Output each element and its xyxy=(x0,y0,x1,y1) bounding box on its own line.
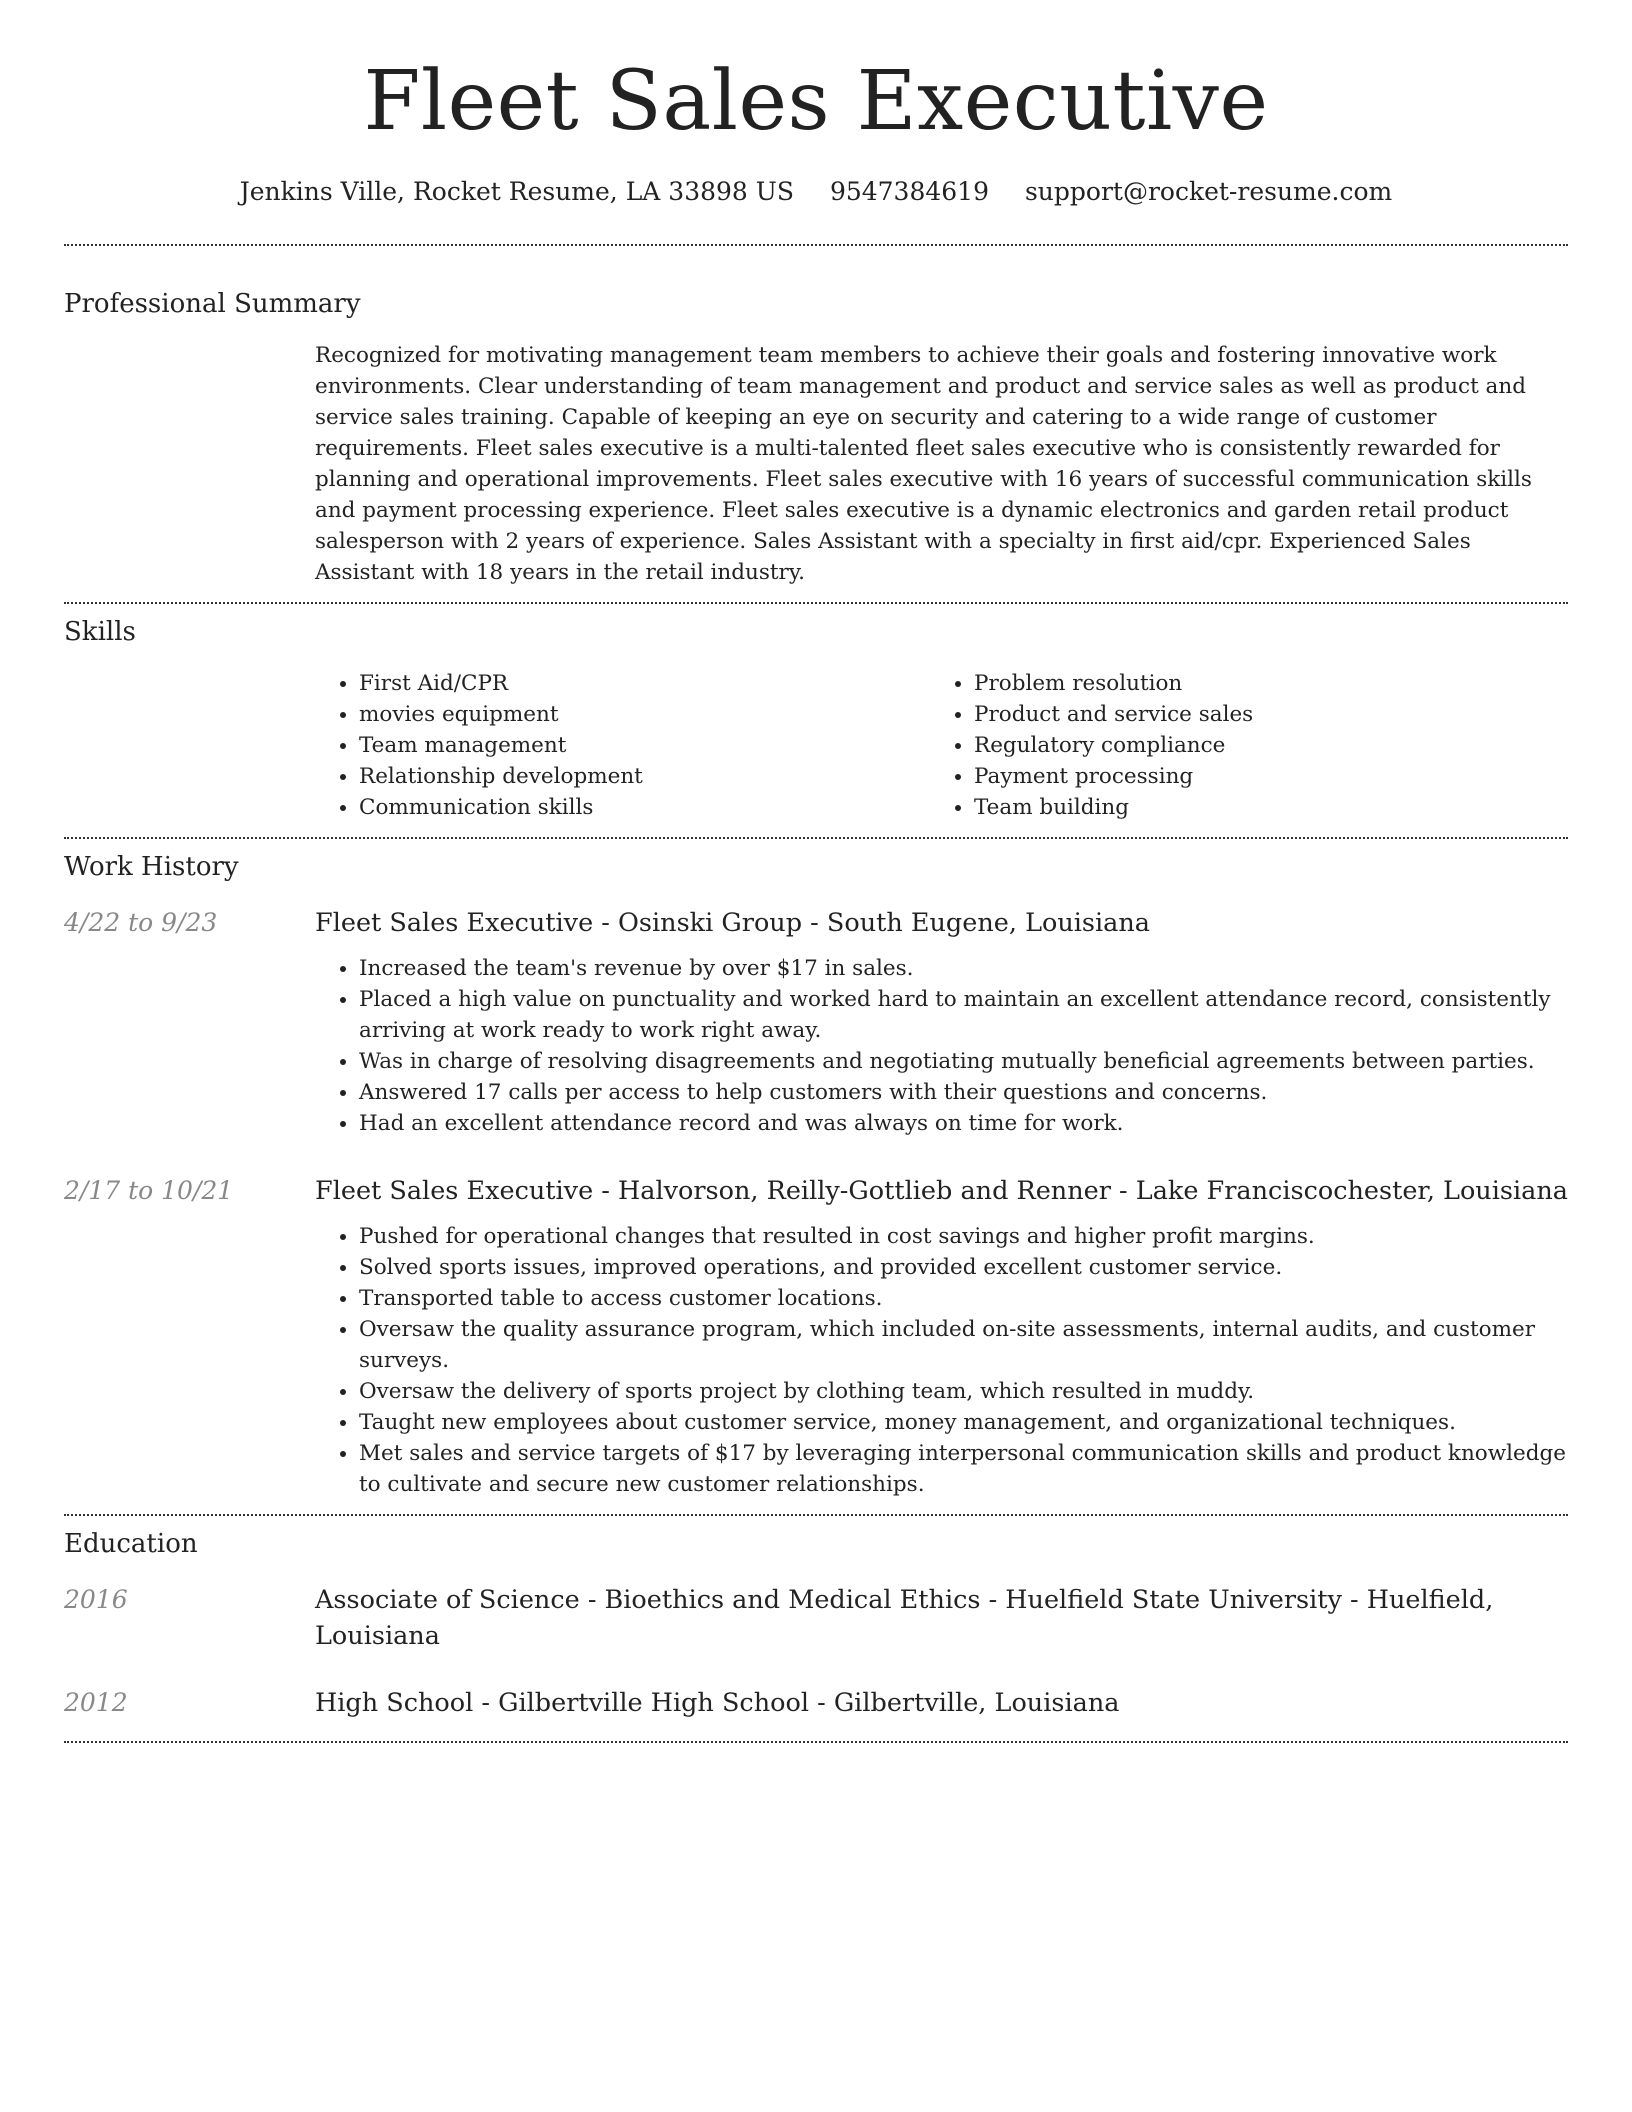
education-entry xyxy=(64,1685,1568,1721)
job-bullet: • Answered 17 calls per access to help customers with their questions and concerns. xyxy=(359,1077,1568,1108)
skills-list xyxy=(315,668,1568,823)
resume-title: Fleet Sales Executive xyxy=(363,54,1269,149)
job-bullet: • Oversaw the quality assurance program, which included on-site assessments, internal audits, and customer surveys. xyxy=(359,1314,1568,1376)
job-bullet: • Increased the team's revenue by over $17 in sales. xyxy=(359,953,1568,984)
education-year: 2016 xyxy=(64,1585,128,1614)
education-year: 2012 xyxy=(64,1688,128,1717)
education-heading: Education xyxy=(64,1529,198,1559)
job-bullets xyxy=(315,953,1568,1139)
skill-item: • Team management xyxy=(359,730,930,761)
skill-item: • Payment processing xyxy=(974,761,1545,792)
divider xyxy=(64,1514,1568,1516)
job-title: Fleet Sales Executive - Halvorson, Reilly-Gottlieb and Renner - Lake Franciscochester, Louisiana xyxy=(315,1176,1568,1206)
divider xyxy=(64,244,1568,246)
job-bullet: • Was in charge of resolving disagreements and negotiating mutually beneficial agreements between parties. xyxy=(359,1046,1568,1077)
job-bullet: • Oversaw the delivery of sports project by clothing team, which resulted in muddy. xyxy=(359,1376,1568,1407)
work-heading: Work History xyxy=(64,852,239,882)
job-title: Fleet Sales Executive - Osinski Group - South Eugene, Louisiana xyxy=(315,908,1151,938)
skill-item: • Problem resolution xyxy=(974,668,1545,699)
job-dates: 4/22 to 9/23 xyxy=(64,908,218,937)
job-bullet: • Met sales and service targets of $17 by leveraging interpersonal communication skills and product knowledge to cultivate and secure new customer relationships. xyxy=(359,1438,1568,1500)
contact-address: Jenkins Ville, Rocket Resume, LA 33898 US xyxy=(239,177,794,206)
job-bullets xyxy=(315,1221,1568,1500)
skill-item: • Team building xyxy=(974,792,1545,823)
skills-heading: Skills xyxy=(64,617,136,647)
education-text: Associate of Science - Bioethics and Medical Ethics - Huelfield State University - Huelfield, Louisiana xyxy=(315,1585,1494,1651)
skill-item: • First Aid/CPR xyxy=(359,668,930,699)
contact-line xyxy=(64,174,1568,210)
skill-item: • movies equipment xyxy=(359,699,930,730)
summary-heading: Professional Summary xyxy=(64,289,361,319)
job-entry xyxy=(64,905,1568,1139)
divider xyxy=(64,602,1568,604)
education-entry xyxy=(64,1582,1568,1654)
job-dates: 2/17 to 10/21 xyxy=(64,1176,234,1205)
job-bullet: • Taught new employees about customer service, money management, and organizational techniques. xyxy=(359,1407,1568,1438)
education-text: High School - Gilbertville High School - Gilbertville, Louisiana xyxy=(315,1688,1120,1718)
job-bullet: • Placed a high value on punctuality and worked hard to maintain an excellent attendance record, consistently arriving at work ready to work right away. xyxy=(359,984,1568,1046)
job-bullet: • Pushed for operational changes that resulted in cost savings and higher profit margins. xyxy=(359,1221,1568,1252)
contact-email: support@rocket-resume.com xyxy=(1024,177,1393,206)
job-bullet: • Transported table to access customer locations. xyxy=(359,1283,1568,1314)
resume-page xyxy=(64,0,1568,1743)
summary-text: Recognized for motivating management team members to achieve their goals and fostering innovative work environments. Clear understanding of team management and product and service sales as well as product and service sales training. Capable of keeping an eye on security and catering to a wide range of customer requirements. Fleet sales executive is a multi-talented fleet sales executive who is consistently rewarded for planning and operational improvements. Fleet sales executive with 16 years of successful communication skills and payment processing experience. Fleet sales executive is a dynamic electronics and garden retail product salesperson with 2 years of experience. Sales Assistant with a specialty in first aid/cpr. Experienced Sales Assistant with 18 years in the retail industry. xyxy=(315,343,1532,585)
job-bullet: • Had an excellent attendance record and was always on time for work. xyxy=(359,1108,1568,1139)
divider xyxy=(64,1741,1568,1743)
skills-column-right xyxy=(930,668,1545,823)
job-entry xyxy=(64,1173,1568,1500)
skill-item: • Product and service sales xyxy=(974,699,1545,730)
job-bullet: • Solved sports issues, improved operations, and provided excellent customer service. xyxy=(359,1252,1568,1283)
skill-item: • Communication skills xyxy=(359,792,930,823)
skill-item: • Regulatory compliance xyxy=(974,730,1545,761)
skills-column-left xyxy=(315,668,930,823)
skill-item: • Relationship development xyxy=(359,761,930,792)
contact-phone: 9547384619 xyxy=(829,177,989,206)
divider xyxy=(64,837,1568,839)
